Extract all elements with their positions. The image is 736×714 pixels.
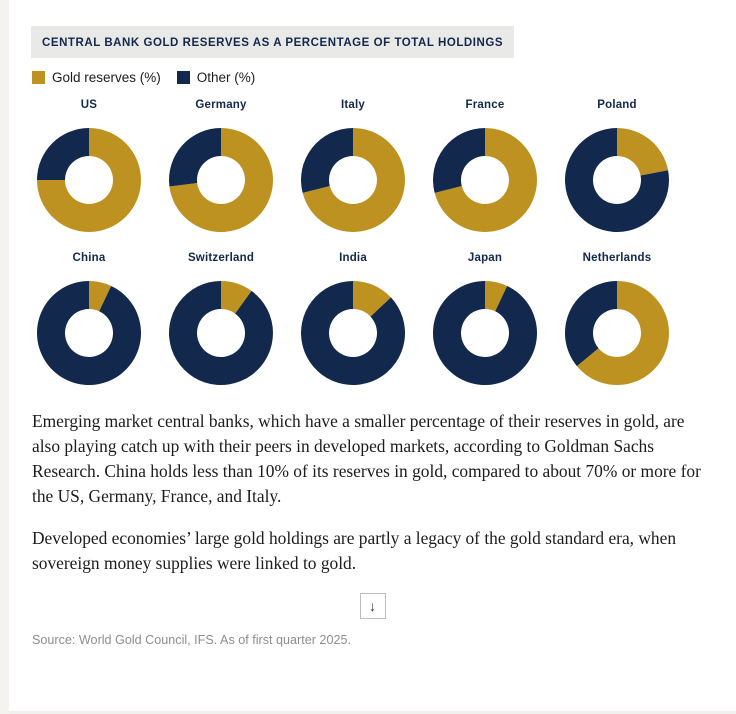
donut-graphic (293, 120, 413, 240)
donut-graphic (557, 273, 677, 393)
donut-chart-grid (9, 99, 736, 393)
donut-graphic (29, 120, 149, 240)
donut-slice-other (169, 281, 273, 385)
donut-chart-label: Poland (597, 99, 637, 111)
page-title: CENTRAL BANK GOLD RESERVES AS A PERCENTAGE OF TOTAL HOLDINGS (42, 37, 504, 49)
donut-chart-italy (287, 99, 419, 240)
donut-chart-label: Germany (195, 99, 247, 111)
donut-chart-label: China (72, 252, 106, 264)
donut-chart-label: Japan (467, 252, 503, 264)
source-note: Source: World Gold Council, IFS. As of first quarter 2025. (32, 633, 351, 647)
donut-graphic (161, 120, 281, 240)
donut-slice-other (301, 128, 353, 193)
download-button[interactable]: ↓ (360, 593, 386, 619)
legend-swatch-gold-icon (32, 71, 45, 84)
donut-chart-us (23, 99, 155, 240)
donut-slice-gold (617, 128, 668, 176)
legend-swatch-other-icon (177, 71, 190, 84)
donut-chart-india (287, 252, 419, 393)
page-left-rail (0, 0, 9, 714)
donut-chart-china (23, 252, 155, 393)
legend-item-gold (32, 70, 161, 85)
donut-row-1 (23, 99, 722, 240)
donut-chart-label: India (339, 252, 367, 264)
donut-row-2 (23, 252, 722, 393)
donut-graphic (557, 120, 677, 240)
donut-chart-label: US (80, 99, 98, 111)
donut-chart-poland (551, 99, 683, 240)
body-text (32, 409, 714, 576)
donut-slice-other (433, 128, 485, 193)
donut-chart-netherlands (551, 252, 683, 393)
donut-graphic (161, 273, 281, 393)
legend-label-gold: Gold reserves (%) (52, 70, 161, 85)
chart-title-bar (31, 26, 514, 58)
donut-slice-other (37, 281, 141, 385)
donut-chart-switzerland (155, 252, 287, 393)
donut-graphic (293, 273, 413, 393)
legend-label-other: Other (%) (196, 70, 256, 85)
donut-slice-other (433, 281, 537, 385)
body-paragraph-1: Emerging market central banks, which have a smaller percentage of their reserves in gold, are also playing catch up with their peers in developed markets, according to Goldman Sachs Research. China holds less than 10% of its reserves in gold, compared to about 70% or more for the US, Germany, France, and Italy. (32, 411, 701, 506)
body-paragraph-2: Developed economies’ large gold holdings are partly a legacy of the gold standard era, when sovereign money supplies were linked to gold. (32, 528, 677, 573)
donut-chart-japan (419, 252, 551, 393)
donut-chart-label: Italy (340, 99, 365, 111)
donut-graphic (425, 120, 545, 240)
donut-chart-germany (155, 99, 287, 240)
donut-slice-other (169, 128, 221, 187)
chart-legend (32, 70, 736, 85)
donut-chart-france (419, 99, 551, 240)
download-row (9, 593, 736, 619)
donut-chart-label: Netherlands (582, 252, 652, 264)
donut-slice-other (565, 281, 617, 366)
donut-graphic (425, 273, 545, 393)
donut-slice-other (37, 128, 89, 180)
donut-chart-label: Switzerland (187, 252, 255, 264)
donut-chart-label: France (465, 99, 505, 111)
legend-item-other (177, 70, 256, 85)
chart-card (9, 0, 736, 714)
donut-graphic (29, 273, 149, 393)
